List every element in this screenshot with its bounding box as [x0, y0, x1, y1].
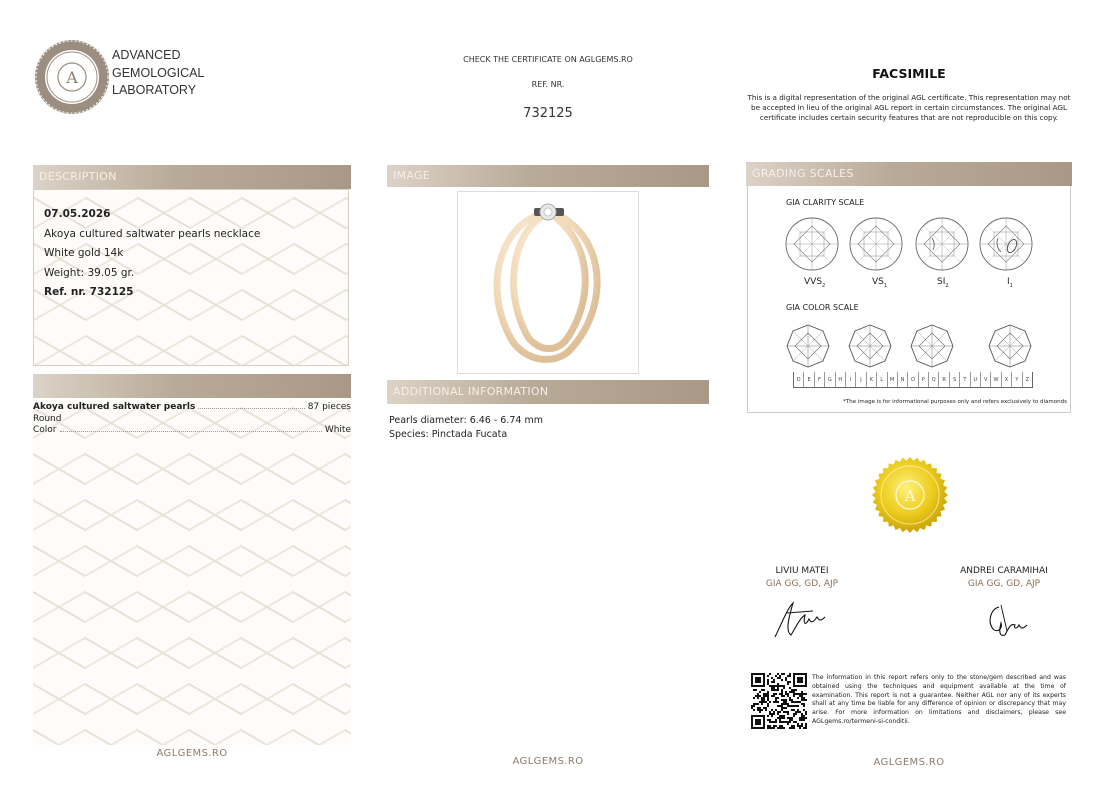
- signature-block-2: [942, 566, 1066, 649]
- color-scale-title: GIA COLOR SCALE: [786, 303, 859, 312]
- facsimile-note: This is a digital representation of the original AGL certificate. This representation may not be accepted in lieu of the original AGL report in certain circumstances. The original AGL certificate includes certain security features that are not reproducible on this copy.: [747, 93, 1071, 122]
- description-ref: Ref. nr. 732125: [44, 286, 134, 298]
- color-label: Color: [33, 425, 57, 435]
- color-grade-letter: F: [814, 372, 824, 387]
- description-header: DESCRIPTION: [33, 165, 351, 189]
- pearl-species: Species: Pinctada Fucata: [389, 429, 508, 440]
- lab-name-line: ADVANCED: [112, 48, 181, 62]
- description-item: Akoya cultured saltwater pearls necklace: [44, 227, 261, 240]
- clarity-subgrade: 2: [945, 282, 949, 289]
- svg-text:A: A: [66, 68, 78, 87]
- color-grade-letter: X: [1001, 372, 1011, 387]
- footer-link-right[interactable]: AGLGEMS.RO: [873, 757, 945, 768]
- pearl-count: 87 pieces: [307, 402, 351, 412]
- clarity-grade: I: [1007, 277, 1010, 287]
- color-value: White: [324, 425, 351, 435]
- lab-seal-logo: [33, 38, 111, 116]
- grading-scales-panel: [747, 186, 1071, 413]
- pearl-shape: Round: [33, 413, 62, 424]
- signature-block-1: [740, 566, 864, 649]
- check-certificate-text: CHECK THE CERTIFICATE ON AGLGEMS.RO: [463, 55, 633, 64]
- color-grade-letter: D: [796, 377, 801, 383]
- grading-scales-header: GRADING SCALES: [746, 162, 1072, 186]
- ref-label: REF. NR.: [531, 80, 565, 89]
- color-grade-letter: Y: [1011, 372, 1021, 387]
- facsimile-title: FACSIMILE: [872, 66, 946, 81]
- color-grade-letter: W: [990, 372, 1000, 387]
- signer-name: ANDREI CARAMIHAI: [960, 566, 1048, 576]
- details-panel: [33, 400, 351, 745]
- pearl-necklace-image: [457, 191, 639, 374]
- color-grade-letter: E: [803, 372, 813, 387]
- handwritten-signature: [767, 595, 837, 645]
- color-grade-letter: Z: [1022, 372, 1032, 387]
- clarity-subgrade: 2: [822, 282, 826, 289]
- handwritten-signature: [969, 595, 1039, 645]
- svg-text:A: A: [904, 487, 916, 505]
- lab-name-line: LABORATORY: [112, 83, 197, 97]
- dot-leader: [198, 408, 304, 409]
- lab-name: [112, 47, 204, 100]
- color-diamonds: [786, 324, 1036, 370]
- clarity-label: [1007, 277, 1013, 289]
- color-grade-letter: V: [980, 372, 990, 387]
- clarity-grade: VS: [872, 277, 884, 287]
- description-panel: [33, 189, 349, 366]
- pearl-name: Akoya cultured saltwater pearls: [33, 402, 196, 412]
- description-metal: White gold 14k: [44, 247, 124, 259]
- clarity-grade: SI: [937, 277, 946, 287]
- clarity-subgrade: 1: [1009, 282, 1013, 289]
- color-grade-letter: J: [855, 372, 865, 387]
- signer-title: GIA GG, GD, AJP: [765, 579, 839, 589]
- color-diamond: [787, 325, 829, 367]
- color-grade-letter: R: [938, 372, 948, 387]
- additional-info-header: ADDITIONAL INFORMATION: [387, 380, 709, 404]
- clarity-label: [872, 277, 887, 289]
- color-grade-letter: I: [845, 372, 855, 387]
- color-diamond: [911, 325, 953, 367]
- color-grade-strip: [793, 372, 1033, 388]
- color-grade-letter: M: [887, 372, 897, 387]
- clarity-label: [937, 277, 949, 289]
- clarity-subgrade: 1: [883, 282, 888, 289]
- color-diamond: [989, 325, 1031, 367]
- footer-link-center[interactable]: AGLGEMS.RO: [512, 756, 584, 767]
- color-grade-letter: Q: [928, 372, 938, 387]
- ref-number: 732125: [523, 106, 573, 121]
- color-diamond: [849, 325, 891, 367]
- description-date: 07.05.2026: [44, 208, 111, 220]
- gold-seal: [871, 456, 949, 534]
- clarity-scale-title: GIA CLARITY SCALE: [786, 198, 865, 207]
- color-grade-letter: P: [918, 372, 928, 387]
- additional-info-body: [389, 414, 543, 442]
- color-grade-letter: L: [876, 372, 886, 387]
- signer-title: GIA GG, GD, AJP: [967, 579, 1041, 589]
- qr-code[interactable]: [751, 673, 807, 729]
- disclaimer-text: The information in this report refers only to the stone/gem described and was obtained using the techniques and equipment available at the time of examination. This report is not a guarantee. Neither AGL nor any of its experts shall at any time be liable for any difference of opinion or discrepancy that may arise. For more information on limitations and disclaimers, please see AGLgems.ro/termeni-si-conditii.: [812, 674, 1066, 725]
- footer-link-left[interactable]: AGLGEMS.RO: [156, 748, 228, 759]
- details-list: [33, 402, 351, 437]
- clarity-grade: VVS: [804, 277, 823, 287]
- signer-name: LIVIU MATEI: [775, 566, 829, 576]
- dot-leader: [60, 431, 322, 432]
- description-weight: Weight: 39.05 gr.: [44, 266, 135, 279]
- color-grade-letter: U: [970, 372, 980, 387]
- color-grade-letter: S: [949, 372, 959, 387]
- lab-name-line: GEMOLOGICAL: [112, 65, 205, 80]
- pearl-diameter: Pearls diameter: 6.46 - 6.74 mm: [389, 415, 543, 426]
- color-grade-letter: O: [907, 372, 917, 387]
- image-header: IMAGE: [387, 165, 709, 187]
- color-grade-letter: T: [959, 372, 969, 387]
- color-grade-letter: N: [897, 372, 907, 387]
- color-grade-letter: K: [866, 372, 876, 387]
- grading-note: *The image is for informational purposes only and refers exclusively to diamonds: [843, 399, 1067, 405]
- details-header: [33, 374, 351, 398]
- color-grade-letter: H: [835, 372, 845, 387]
- color-grade-letter: G: [824, 372, 834, 387]
- clarity-label: [804, 277, 825, 289]
